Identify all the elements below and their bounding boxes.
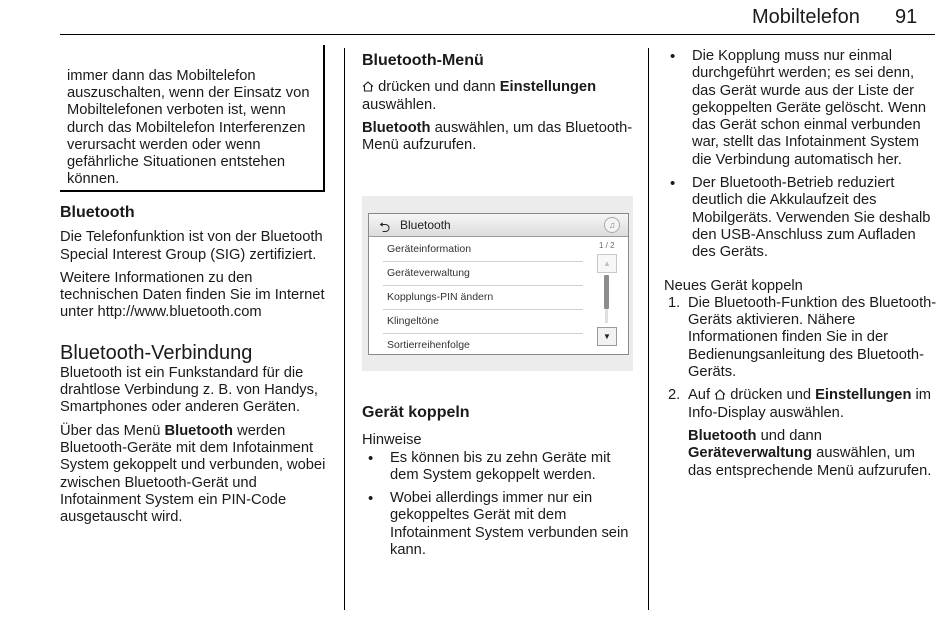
warning-text: immer dann das Mobiltelefon auszuschalten, wenn der Einsatz von Mobiltelefonen verboten ist, wenn durch das Mobiltelefon Interferenzen verursacht werden oder wenn gefährliche Situationen entstehen können. [67, 67, 310, 188]
new-device-heading: Neues Gerät koppeln [664, 277, 803, 294]
step-text-b: drücken und [726, 387, 816, 404]
settings-term: Einstellungen [815, 387, 912, 404]
panel-title: Bluetooth [400, 218, 451, 232]
menu-text-d: auswählen. [362, 96, 437, 113]
music-note-icon[interactable]: ♫ [604, 217, 620, 233]
scroll-up-button[interactable]: ▲ [597, 254, 617, 273]
note-item: • Wobei allerdings immer nur ein gekoppeltes Gerät mit dem Infotainment System verbunden sein kann. [362, 490, 636, 559]
right-column [664, 48, 940, 480]
infotainment-screenshot [362, 196, 633, 371]
bluetooth-term: Bluetooth [362, 119, 431, 136]
back-arrow-icon[interactable]: ⮌ [379, 219, 391, 235]
bluetooth-paragraph-2: Weitere Informationen zu den technischen Daten finden Sie im Internet unter http://www.bluetooth.com [60, 269, 325, 321]
page-indicator: 1 / 2 [599, 241, 615, 250]
connection-paragraph-2 [60, 423, 332, 527]
device-management-term: Geräteverwaltung [688, 445, 813, 462]
step-text-a: Auf [688, 387, 715, 404]
step-item [664, 295, 940, 381]
home-icon [714, 389, 726, 400]
menu-item-change-pin[interactable]: Kopplungs-PIN ändern [383, 286, 583, 310]
menu-item-device-management[interactable]: Geräteverwaltung [383, 262, 583, 286]
page-number: 91 [895, 6, 918, 28]
step-item [664, 387, 940, 479]
bluetooth-heading: Bluetooth [60, 204, 135, 221]
page-header-title: Mobiltelefon [752, 6, 860, 28]
menu-list [383, 238, 583, 357]
pair-device-heading: Gerät koppeln [362, 404, 470, 421]
menu-paragraph-1 [362, 79, 636, 114]
notes-heading: Hinweise [362, 432, 422, 449]
step-number: 1. [668, 294, 681, 311]
step-text-h: auswählen, um das entsprechende Menü aufzurufen. [688, 445, 932, 479]
settings-term: Einstellungen [499, 79, 597, 96]
middle-column-bottom [362, 404, 636, 559]
pairing-notes-list [664, 48, 940, 262]
step-text: Die Bluetooth-Funktion des Bluetooth-Geräts aktivieren. Nähere Informationen finden Sie in der Bedienungsanleitung des Bluetooth-Geräts. [688, 294, 937, 381]
panel-header [369, 214, 628, 237]
step-text-f: und dann [756, 427, 822, 444]
connection-text-a: Über das Menü [60, 422, 165, 439]
home-icon [362, 81, 374, 92]
middle-column-top [362, 52, 636, 154]
menu-paragraph-2 [362, 120, 636, 155]
step-number: 2. [668, 387, 681, 404]
pairing-note-item: • Der Bluetooth-Betrieb reduziert deutlich die Akkulaufzeit des Mobilgeräts. Verwenden Sie deshalb den USB-Anschluss zum Aufladen des Geräts. [664, 175, 940, 261]
left-column [60, 204, 332, 526]
notes-list [362, 450, 636, 560]
bluetooth-menu-heading: Bluetooth-Menü [362, 52, 484, 69]
menu-text-p2: auswählen, um das Bluetooth-Menü aufzurufen. [362, 119, 633, 154]
steps-list [664, 295, 940, 480]
bluetooth-menu-term: Bluetooth [164, 422, 234, 439]
bluetooth-term: Bluetooth [688, 427, 757, 444]
bluetooth-connection-heading: Bluetooth-Verbindung [60, 341, 253, 364]
column-divider-left [344, 48, 345, 610]
header-rule [60, 34, 935, 35]
column-divider-right [648, 48, 649, 610]
menu-item-sort-order[interactable]: Sortierreihenfolge [387, 339, 470, 351]
bluetooth-paragraph-1: Die Telefonfunktion ist von der Bluetooth Special Interest Group (SIG) zertifiziert. [60, 229, 323, 263]
connection-text-c: werden Bluetooth-Geräte mit dem Infotainment System gekoppelt und verbunden, wobei zwischen Bluetooth-Gerät und Infotainment System ein PIN-Code ausgetauscht wird. [60, 422, 326, 526]
bluetooth-menu-panel [368, 213, 629, 355]
pairing-note-item: • Die Kopplung muss nur einmal durchgeführt werden; es sei denn, das Gerät wurde aus der Liste der gekoppelten Geräte gelöscht. Wenn das Gerät schon einmal verbunden war, stellt das Infotainment System die Verbindung automatisch her. [664, 48, 940, 169]
scrollbar-thumb[interactable] [604, 275, 609, 309]
note-item: • Es können bis zu zehn Geräte mit dem System gekoppelt werden. [362, 450, 636, 485]
step-2-followup [688, 428, 940, 480]
step-text-d: im Info-Display auswählen. [688, 387, 932, 421]
menu-text-b: drücken und dann [374, 79, 500, 96]
menu-item-device-info[interactable]: Geräteinformation [383, 238, 583, 262]
connection-paragraph-1: Bluetooth ist ein Funkstandard für die drahtlose Verbindung z. B. von Handys, Smartphones oder anderen Geräten. [60, 364, 319, 416]
scroll-down-button[interactable]: ▼ [597, 327, 617, 346]
warning-box [60, 45, 325, 192]
menu-item-ringtones[interactable]: Klingeltöne [383, 310, 583, 334]
